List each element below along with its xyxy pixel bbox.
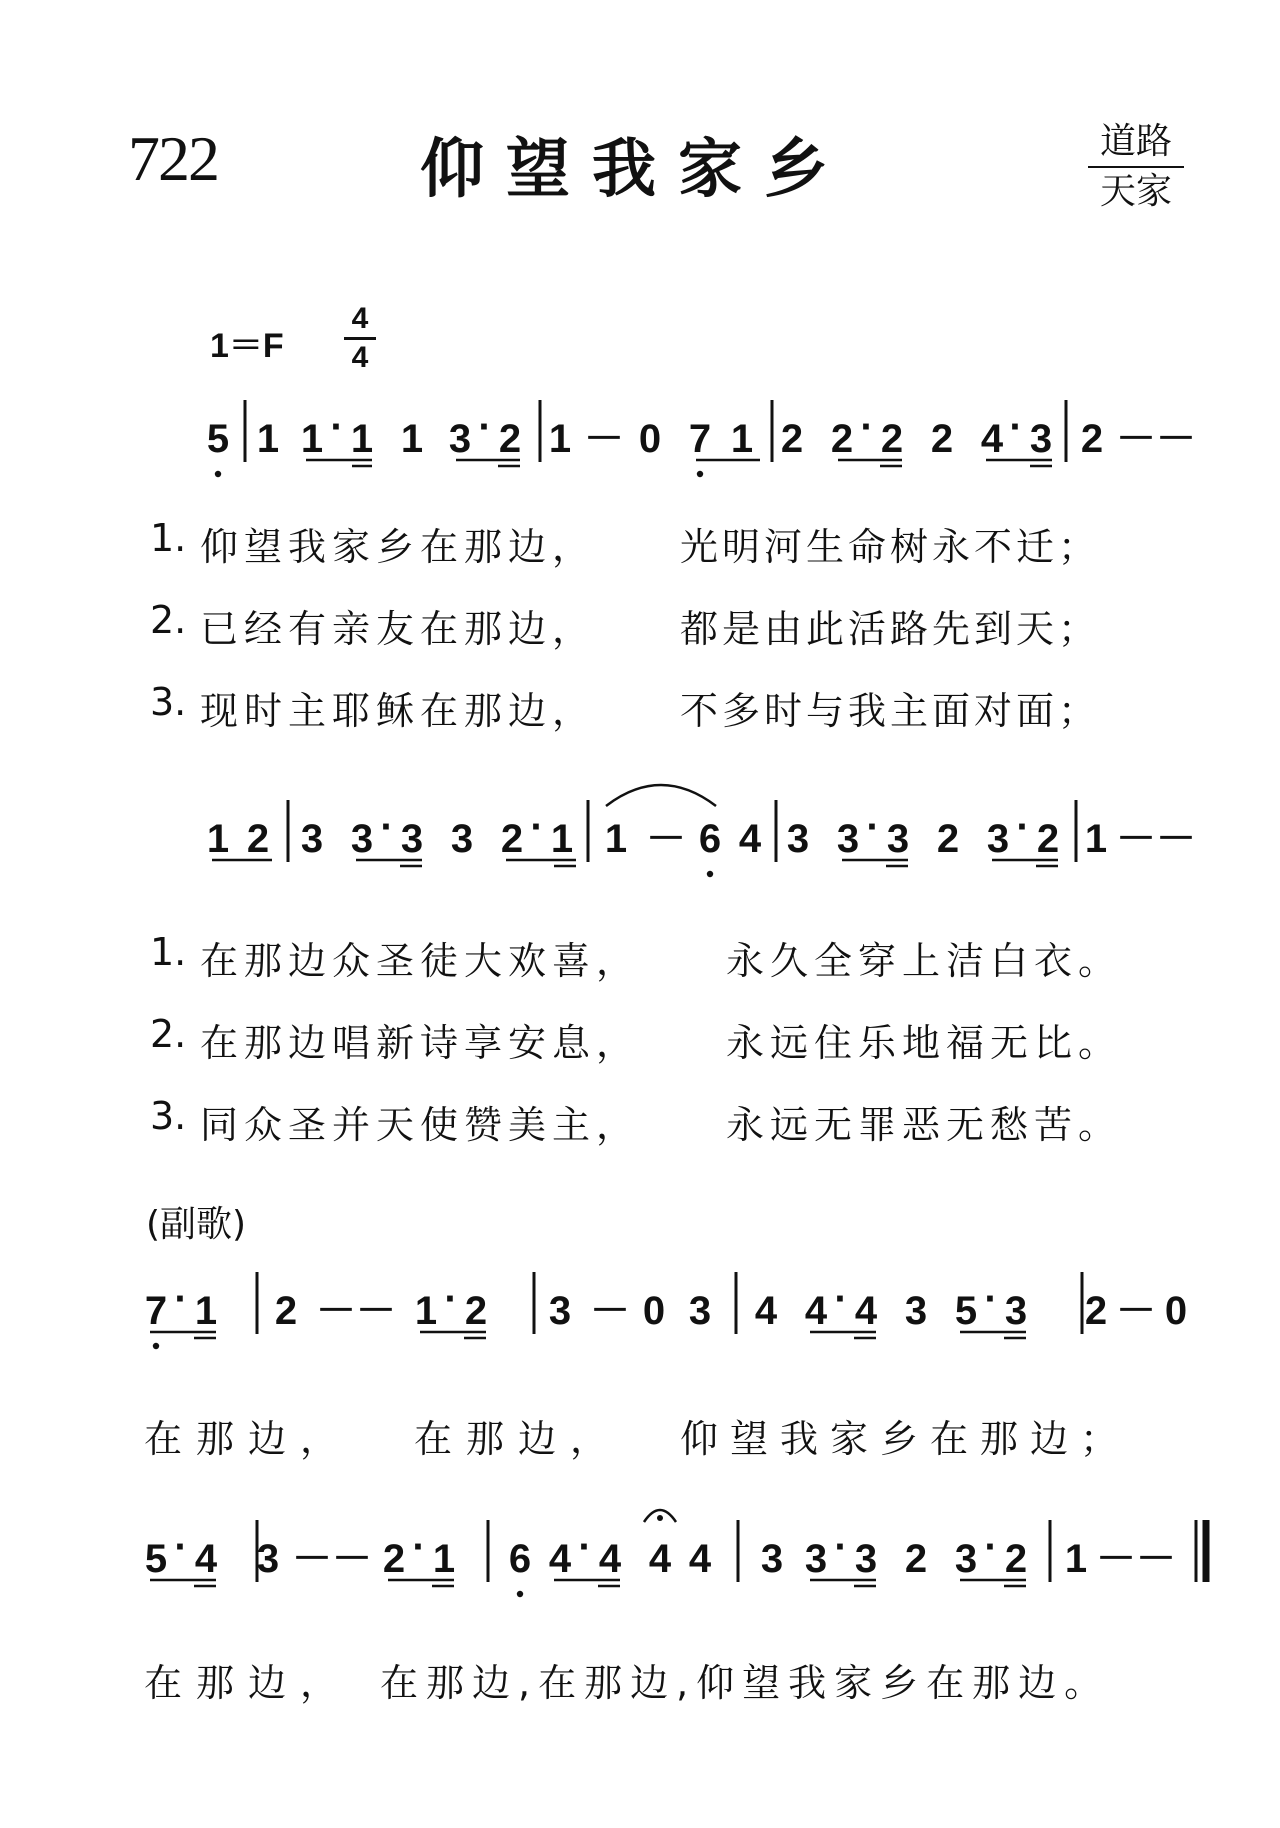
lyric-line-4	[0, 1652, 1280, 1712]
time-signature-bottom: 4	[351, 341, 369, 374]
note-digit: 2	[500, 817, 524, 861]
note-digit: 4	[598, 1537, 622, 1581]
key-signature: 1＝F	[210, 327, 284, 365]
augmentation-dot: ·	[478, 405, 492, 449]
note-digit: 1	[548, 417, 572, 461]
note-digit: 1	[550, 817, 574, 861]
note-digit: 4	[754, 1289, 778, 1333]
lyric-phrase-c: 仰望我家乡在那边；	[680, 1417, 1131, 1461]
augmentation-dot: ·	[578, 1525, 592, 1569]
verse-number: 1.	[150, 930, 187, 974]
note-digit: 3	[786, 817, 810, 861]
note-digit: 3	[256, 1537, 280, 1581]
augmentation-dot: ·	[1009, 405, 1023, 449]
note-digit: 3	[1029, 417, 1053, 461]
note-digit: 1	[1064, 1537, 1088, 1581]
notation-line-3	[0, 1272, 1280, 1382]
augmentation-dot: ·	[174, 1525, 188, 1569]
note-digit: 2	[880, 417, 904, 461]
time-signature-divider	[344, 337, 376, 340]
note-digit: 7	[144, 1289, 168, 1333]
note-digit: 4	[804, 1289, 828, 1333]
lyric-line-2-1	[0, 930, 1280, 990]
lower-octave-dot	[517, 1591, 523, 1597]
note-digit: 1	[604, 817, 628, 861]
augmentation-dot: ·	[174, 1277, 188, 1321]
time-signature	[340, 302, 380, 375]
fermata-dot	[657, 1515, 663, 1521]
augmentation-dot: ·	[984, 1525, 998, 1569]
note-digit: 2	[830, 417, 854, 461]
extension-dash: －	[332, 1537, 372, 1581]
augmentation-dot: ·	[860, 405, 874, 449]
note-digit: 0	[638, 417, 662, 461]
extension-dash: －	[1156, 417, 1196, 461]
note-digit: 2	[936, 817, 960, 861]
note-digit: 3	[448, 417, 472, 461]
lyric-phrase-a: 在那边，	[144, 1417, 353, 1461]
note-digit: 2	[274, 1289, 298, 1333]
category-bottom: 天家	[1099, 171, 1172, 212]
note-digit: 1	[432, 1537, 456, 1581]
note-digit: 0	[1164, 1289, 1188, 1333]
note-digit: 2	[1004, 1537, 1028, 1581]
note-digit: 4	[648, 1537, 672, 1581]
augmentation-dot: ·	[330, 405, 344, 449]
lyric-phrase-a: 同众圣并天使赞美主，	[200, 1103, 641, 1147]
note-digit: 1	[300, 417, 324, 461]
notation-line-2	[0, 800, 1280, 910]
lyric-phrase-b: 光明河生命树永不迁；	[680, 525, 1101, 569]
lyric-phrase-a: 已经有亲友在那边，	[200, 607, 597, 651]
note-digit: 0	[642, 1289, 666, 1333]
slur-mark	[606, 785, 716, 806]
lyric-phrase-b: 永久全穿上洁白衣。	[726, 939, 1123, 983]
note-digit: 4	[688, 1537, 712, 1581]
note-digit: 1	[350, 417, 374, 461]
augmentation-dot: ·	[444, 1277, 458, 1321]
note-digit: 1	[730, 417, 754, 461]
note-digit: 3	[986, 817, 1010, 861]
note-digit: 1	[256, 417, 280, 461]
note-digit: 2	[930, 417, 954, 461]
note-digit: 1	[414, 1289, 438, 1333]
augmentation-dot: ·	[834, 1525, 848, 1569]
extension-dash: －	[316, 1289, 356, 1333]
verse-number: 2.	[150, 598, 187, 642]
note-digit: 3	[350, 817, 374, 861]
category-top: 道路	[1099, 121, 1172, 162]
note-digit: 5	[144, 1537, 168, 1581]
chorus-label: (副歌)	[146, 1204, 247, 1245]
lower-octave-dot	[153, 1343, 159, 1349]
extension-dash: －	[1116, 1289, 1156, 1333]
lyric-line-1-1	[0, 516, 1280, 576]
lyric-phrase-a: 仰望我家乡在那边，	[200, 525, 597, 569]
note-digit: 3	[548, 1289, 572, 1333]
note-digit: 2	[1080, 417, 1104, 461]
time-signature-top: 4	[351, 302, 369, 335]
verse-number: 3.	[150, 1094, 187, 1138]
verse-number: 1.	[150, 516, 187, 560]
hymn-title: 仰望我家乡	[420, 133, 850, 207]
note-digit: 1	[400, 417, 424, 461]
lyric-phrase-b: 在那边，	[414, 1417, 623, 1461]
note-digit: 3	[300, 817, 324, 861]
augmentation-dot: ·	[984, 1277, 998, 1321]
extension-dash: －	[1116, 817, 1156, 861]
note-digit: 3	[886, 817, 910, 861]
note-digit: 5	[954, 1289, 978, 1333]
hymn-number: 722	[128, 123, 218, 194]
note-digit: 3	[400, 817, 424, 861]
category-label	[1086, 118, 1186, 216]
note-digit: 2	[464, 1289, 488, 1333]
note-digit: 4	[980, 417, 1004, 461]
augmentation-dot: ·	[412, 1525, 426, 1569]
lower-octave-dot	[707, 871, 713, 877]
note-digit: 3	[904, 1289, 928, 1333]
lower-octave-dot	[697, 471, 703, 477]
note-digit: 2	[498, 417, 522, 461]
lyric-phrase-a: 在那边，	[144, 1661, 353, 1705]
note-digit: 1	[194, 1289, 218, 1333]
extension-dash: －	[292, 1537, 332, 1581]
lyric-phrase-a: 现时主耶稣在那边，	[200, 689, 597, 733]
note-digit: 2	[1036, 817, 1060, 861]
note-digit: 3	[804, 1537, 828, 1581]
lyric-phrase-b: 不多时与我主面对面；	[680, 689, 1101, 733]
note-digit: 3	[954, 1537, 978, 1581]
extension-dash: －	[1156, 817, 1196, 861]
extension-dash: －	[1116, 417, 1156, 461]
note-digit: 3	[836, 817, 860, 861]
note-digit: 2	[246, 817, 270, 861]
extension-dash: －	[356, 1289, 396, 1333]
lyric-line-2-2	[0, 1012, 1280, 1072]
note-digit: 6	[508, 1537, 532, 1581]
note-digit: 2	[904, 1537, 928, 1581]
lyric-phrase-a: 在那边众圣徒大欢喜，	[200, 939, 641, 983]
note-digit: 6	[698, 817, 722, 861]
note-digit: 4	[194, 1537, 218, 1581]
lyric-line-2-3	[0, 1094, 1280, 1154]
note-digit: 3	[854, 1537, 878, 1581]
augmentation-dot: ·	[530, 805, 544, 849]
notation-line-1	[0, 400, 1280, 510]
augmentation-dot: ·	[380, 805, 394, 849]
note-digit: 4	[548, 1537, 572, 1581]
lower-octave-dot	[215, 471, 221, 477]
note-digit: 4	[854, 1289, 878, 1333]
augmentation-dot: ·	[866, 805, 880, 849]
lyric-line-1-2	[0, 598, 1280, 658]
note-digit: 5	[206, 417, 230, 461]
note-digit: 3	[760, 1537, 784, 1581]
note-digit: 3	[1004, 1289, 1028, 1333]
verse-number: 2.	[150, 1012, 187, 1056]
lyric-phrase-b: 都是由此活路先到天；	[680, 607, 1101, 651]
note-digit: 1	[1084, 817, 1108, 861]
note-digit: 2	[382, 1537, 406, 1581]
verse-number: 3.	[150, 680, 187, 724]
note-digit: 4	[738, 817, 762, 861]
lyric-line-3	[0, 1408, 1280, 1468]
note-digit: 2	[780, 417, 804, 461]
extension-dash: －	[584, 417, 624, 461]
note-digit: 7	[688, 417, 712, 461]
lyric-phrase-b: 在那边,在那边,仰望我家乡在那边。	[380, 1661, 1111, 1705]
extension-dash: －	[590, 1289, 630, 1333]
lyric-phrase-a: 在那边唱新诗享安息，	[200, 1021, 641, 1065]
extension-dash: －	[1096, 1537, 1136, 1581]
augmentation-dot: ·	[834, 1277, 848, 1321]
extension-dash: －	[646, 817, 686, 861]
lyric-line-1-3	[0, 680, 1280, 740]
lyric-phrase-b: 永远无罪恶无愁苦。	[726, 1103, 1123, 1147]
extension-dash: －	[1136, 1537, 1176, 1581]
note-digit: 2	[1084, 1289, 1108, 1333]
note-digit: 3	[688, 1289, 712, 1333]
note-digit: 1	[206, 817, 230, 861]
note-digit: 3	[450, 817, 474, 861]
notation-line-4	[0, 1520, 1280, 1630]
augmentation-dot: ·	[1016, 805, 1030, 849]
lyric-phrase-b: 永远住乐地福无比。	[726, 1021, 1123, 1065]
